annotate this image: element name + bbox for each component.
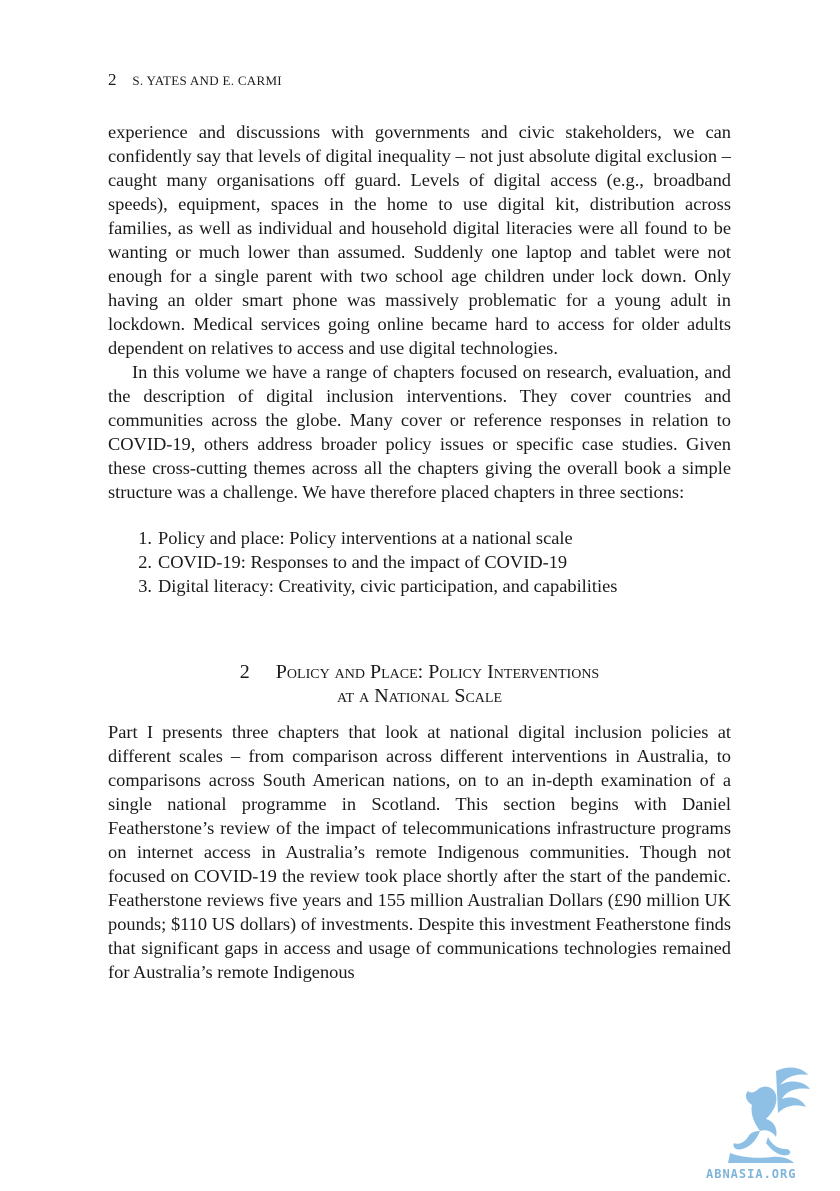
page-body xyxy=(108,120,731,984)
running-header xyxy=(108,70,282,90)
page-number: 2 xyxy=(108,70,117,89)
list-item: 3. Digital literacy: Creativity, civic participation, and capabilities xyxy=(138,576,618,596)
watermark-logo xyxy=(706,1061,816,1181)
list-item: 2. COVID-19: Responses to and the impact of COVID-19 xyxy=(138,552,568,572)
section-title-line1: Policy and Place: Policy Interventions xyxy=(275,661,600,683)
section-title-line2: at a National Scale xyxy=(337,685,502,707)
list-item: 1. Policy and place: Policy interventions at a national scale xyxy=(138,528,573,548)
paragraph-volume-overview: In this volume we have a range of chapters focused on research, evaluation, and the description of digital inclusion interventions. They cover countries and communities across the globe. Many cover or reference responses in relation to COVID-19, others address broader policy issues or specific case studies. Given these cross-cutting themes across all the chapters giving the overall book a simple structure was a challenge. We have therefore placed chapters in three sections: xyxy=(108,362,731,502)
paragraph-continuation: experience and discussions with governments and civic stakeholders, we can confidently say that levels of digital inequality – not just absolute digital exclusion – caught many organisations off guard. Levels of digital access (e.g., broadband speeds), equipment, spaces in the home to use digital kit, distribution across families, as well as individual and household digital literacies were all found to be wanting or much lower than assumed. Suddenly one laptop and tablet were not enough for a single parent with two school age children under lock down. Only having an older smart phone was massively problematic for a young adult in lockdown. Medical services going online became hard to access for older adults dependent on relatives to access and use digital technologies. xyxy=(108,122,731,358)
sections-list xyxy=(108,526,731,598)
section-heading xyxy=(108,660,731,708)
griffin-icon xyxy=(716,1061,816,1166)
paragraph-part-one: Part I presents three chapters that look at national digital inclusion policies at different scales – from comparison across different interventions in Australia, to comparisons across South American nations, on to an in-depth examination of a single national programme in Scotland. This section begins with Daniel Featherstone’s review of the impact of telecommunications infrastructure programs on internet access in Australia’s remote Indigenous communities. Though not focused on COVID-19 the review took place shortly after the start of the pandemic. Featherstone reviews five years and 155 million Australian Dollars (£90 million UK pounds; $110 US dollars) of investments. Despite this investment Featherstone finds that significant gaps in access and usage of communications technologies remained for Australia’s remote Indigenous xyxy=(108,722,731,982)
running-head: S. YATES AND E. CARMI xyxy=(132,73,282,88)
section-number: 2 xyxy=(239,661,250,683)
watermark-text: ABNASIA.ORG xyxy=(706,1167,797,1181)
